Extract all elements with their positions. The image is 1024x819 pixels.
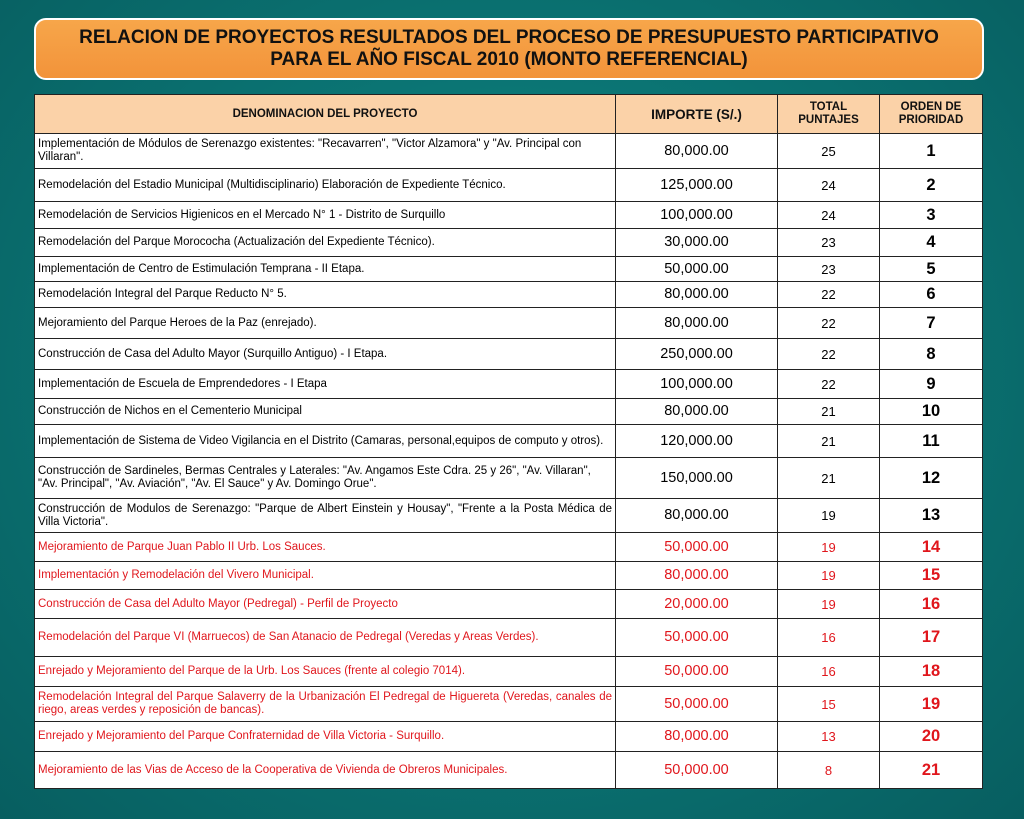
project-name-cell	[35, 399, 616, 425]
priority-cell	[880, 657, 983, 687]
points-cell-text: 22	[821, 346, 836, 362]
amount-cell-text: 80,000.00	[664, 507, 729, 523]
points-cell	[778, 257, 880, 282]
project-name-cell-text: Remodelación Integral del Parque Reducto N° 5.	[38, 288, 287, 300]
title-line-1: RELACION DE PROYECTOS RESULTADOS DEL PROCESO DE PRESUPUESTO PARTICIPATIVO	[79, 27, 939, 48]
points-cell	[778, 458, 880, 499]
points-cell	[778, 169, 880, 202]
priority-cell-text: 17	[921, 628, 941, 646]
project-name-cell	[35, 370, 616, 399]
table-row	[35, 282, 983, 308]
table-row	[35, 339, 983, 370]
project-name-cell	[35, 590, 616, 619]
project-name-cell-text: Mejoramiento de Parque Juan Pablo II Urb. Los Sauces.	[38, 540, 326, 553]
points-cell-text: 22	[821, 376, 836, 392]
table-row	[35, 562, 983, 590]
projects-table	[34, 94, 983, 789]
project-name-cell-text: Construcción de Casa del Adulto Mayor (Pedregal) - Perfil de Proyecto	[38, 597, 398, 610]
points-cell-text: 19	[821, 539, 836, 555]
amount-cell-text: 120,000.00	[660, 432, 733, 449]
project-name-cell-text: Implementación de Centro de Estimulación Temprana - II Etapa.	[38, 262, 365, 275]
priority-cell-text: 3	[926, 205, 936, 224]
points-cell-text: 23	[821, 235, 836, 250]
project-name-cell-text: Construcción de Sardineles, Bermas Centrales y Laterales: "Av. Angamos Este Cdra. 25 y 26", "Av. Villaran", "Av. Principal", "Av. Aviación", "Av. El Sauce" y Av. Domingo Orue".	[38, 465, 591, 490]
amount-cell-text: 80,000.00	[664, 567, 729, 583]
points-cell	[778, 619, 880, 657]
amount-cell	[616, 169, 778, 202]
priority-cell-text: 8	[926, 344, 936, 363]
points-cell-text: 21	[821, 404, 836, 419]
project-name-cell-text: Remodelación Integral del Parque Salaverry de la Urbanización El Pedregal de Higuereta (Veredas, canales de riego, areas verdes y reposición de bancas).	[38, 691, 612, 716]
project-name-cell-text: Construcción de Nichos en el Cementerio Municipal	[38, 405, 302, 417]
amount-cell	[616, 282, 778, 308]
amount-cell	[616, 257, 778, 282]
table-row	[35, 619, 983, 657]
header-name: DENOMINACION DEL PROYECTO	[35, 95, 616, 134]
project-name-cell-text: Mejoramiento de las Vias de Acceso de la Cooperativa de Vivienda de Obreros Municipales.	[38, 763, 508, 776]
points-cell-text: 8	[824, 762, 833, 778]
amount-cell	[616, 370, 778, 399]
project-name-cell	[35, 499, 616, 533]
project-name-cell-text: Implementación de Sistema de Video Vigilancia en el Distrito (Camaras, personal,equipos de computo y otros).	[38, 434, 604, 447]
priority-cell-text: 5	[926, 259, 936, 278]
amount-cell-text: 80,000.00	[664, 142, 729, 159]
amount-cell-text: 50,000.00	[664, 663, 729, 679]
amount-cell	[616, 687, 778, 722]
amount-cell-text: 250,000.00	[660, 345, 733, 362]
project-name-cell-text: Enrejado y Mejoramiento del Parque Confraternidad de Villa Victoria - Surquillo.	[38, 730, 445, 742]
amount-cell-text: 50,000.00	[664, 761, 729, 778]
points-cell-text: 23	[821, 261, 836, 277]
priority-cell-text: 7	[926, 313, 936, 332]
priority-cell	[880, 562, 983, 590]
amount-cell	[616, 308, 778, 339]
priority-cell-text: 13	[921, 506, 941, 524]
priority-cell	[880, 619, 983, 657]
amount-cell	[616, 134, 778, 169]
priority-cell-text: 18	[921, 662, 941, 680]
priority-cell-text: 14	[921, 537, 941, 556]
project-name-cell	[35, 134, 616, 169]
priority-cell	[880, 202, 983, 229]
header-amount: IMPORTE (S/.)	[616, 95, 778, 134]
table-row	[35, 308, 983, 339]
project-name-cell	[35, 282, 616, 308]
project-name-cell-text: Remodelación del Estadio Municipal (Multidisciplinario) Elaboración de Expediente Técnico.	[38, 178, 506, 191]
table-row	[35, 657, 983, 687]
priority-cell-text: 12	[921, 468, 941, 487]
project-name-cell-text: Enrejado y Mejoramiento del Parque de la Urb. Los Sauces (frente al colegio 7014).	[38, 665, 466, 677]
points-cell	[778, 202, 880, 229]
header-points-line1: TOTAL	[809, 101, 848, 113]
project-name-cell	[35, 752, 616, 789]
points-cell-text: 24	[821, 207, 836, 223]
table-row	[35, 370, 983, 399]
points-cell-text: 24	[821, 177, 836, 193]
points-cell	[778, 425, 880, 458]
header-order-line1: ORDEN DE	[900, 101, 962, 113]
amount-cell	[616, 562, 778, 590]
amount-cell-text: 50,000.00	[664, 538, 729, 555]
title-line-2: PARA EL AÑO FISCAL 2010 (MONTO REFERENCIAL)	[270, 49, 748, 70]
project-name-cell-text: Implementación y Remodelación del Vivero Municipal.	[38, 569, 314, 581]
project-name-cell	[35, 533, 616, 562]
table-row	[35, 134, 983, 169]
points-cell	[778, 687, 880, 722]
amount-cell-text: 80,000.00	[664, 286, 729, 302]
project-name-cell	[35, 425, 616, 458]
header-points-line2: PUNTAJES	[798, 114, 859, 126]
priority-cell-text: 11	[922, 431, 940, 450]
points-cell	[778, 499, 880, 533]
amount-cell	[616, 533, 778, 562]
priority-cell	[880, 687, 983, 722]
project-name-cell-text: Remodelación de Servicios Higienicos en el Mercado N° 1 - Distrito de Surquillo	[38, 208, 446, 221]
priority-cell	[880, 339, 983, 370]
amount-cell-text: 80,000.00	[664, 728, 729, 744]
table-row	[35, 229, 983, 257]
priority-cell-text: 20	[921, 727, 941, 745]
table-row	[35, 533, 983, 562]
project-name-cell-text: Construcción de Casa del Adulto Mayor (Surquillo Antiguo) - I Etapa.	[38, 347, 388, 360]
table-header-row	[35, 95, 983, 134]
priority-cell-text: 10	[921, 402, 941, 420]
table-row	[35, 687, 983, 722]
priority-cell	[880, 257, 983, 282]
project-name-cell	[35, 308, 616, 339]
amount-cell-text: 150,000.00	[660, 469, 733, 486]
table-row	[35, 499, 983, 533]
priority-cell	[880, 399, 983, 425]
amount-cell-text: 100,000.00	[660, 375, 733, 392]
points-cell-text: 21	[821, 470, 836, 486]
points-cell-text: 19	[821, 508, 836, 523]
amount-cell-text: 50,000.00	[664, 260, 729, 277]
amount-cell-text: 80,000.00	[664, 314, 729, 331]
amount-cell	[616, 722, 778, 752]
project-name-cell-text: Remodelación del Parque VI (Marruecos) de San Atanacio de Pedregal (Veredas y Areas Verdes).	[38, 631, 539, 643]
priority-cell	[880, 722, 983, 752]
table-row	[35, 169, 983, 202]
priority-cell	[880, 499, 983, 533]
amount-cell-text: 100,000.00	[660, 206, 733, 223]
table-row	[35, 425, 983, 458]
project-name-cell-text: Implementación de Módulos de Serenazgo existentes: "Recavarren", "Victor Alzamora" y "Av. Principal con Villaran".	[38, 138, 582, 163]
table-row	[35, 722, 983, 752]
table-row	[35, 257, 983, 282]
amount-cell	[616, 425, 778, 458]
priority-cell	[880, 229, 983, 257]
amount-cell-text: 80,000.00	[664, 403, 729, 419]
priority-cell-text: 16	[921, 594, 941, 613]
priority-cell	[880, 425, 983, 458]
points-cell-text: 21	[821, 433, 836, 449]
points-cell	[778, 657, 880, 687]
priority-cell	[880, 590, 983, 619]
project-name-cell-text: Implementación de Escuela de Emprendedores - I Etapa	[38, 377, 327, 390]
header-points	[778, 95, 880, 134]
priority-cell-text: 4	[926, 233, 936, 251]
amount-cell	[616, 590, 778, 619]
project-name-cell	[35, 458, 616, 499]
priority-cell	[880, 533, 983, 562]
project-name-cell-text: Remodelación del Parque Morococha (Actualización del Expediente Técnico).	[38, 236, 435, 248]
priority-cell-text: 1	[926, 141, 936, 160]
amount-cell	[616, 229, 778, 257]
points-cell-text: 16	[821, 664, 836, 679]
points-cell-text: 22	[821, 287, 836, 302]
priority-cell-text: 2	[926, 175, 936, 194]
points-cell	[778, 722, 880, 752]
points-cell-text: 19	[821, 596, 836, 612]
priority-cell	[880, 169, 983, 202]
project-name-cell-text: Construcción de Modulos de Serenazgo: "Parque de Albert Einstein y Housay", "Frente a la Posta Médica de Villa Victoria".	[38, 502, 612, 528]
points-cell	[778, 282, 880, 308]
header-order-line2: PRIORIDAD	[898, 114, 964, 126]
amount-cell-text: 125,000.00	[660, 176, 733, 193]
points-cell-text: 19	[821, 568, 836, 583]
amount-cell	[616, 458, 778, 499]
amount-cell-text: 50,000.00	[664, 629, 729, 645]
points-cell	[778, 370, 880, 399]
points-cell-text: 25	[821, 143, 836, 159]
project-name-cell	[35, 202, 616, 229]
priority-cell	[880, 370, 983, 399]
amount-cell	[616, 399, 778, 425]
project-name-cell	[35, 339, 616, 370]
table-row	[35, 458, 983, 499]
points-cell	[778, 399, 880, 425]
table-row	[35, 590, 983, 619]
header-order	[880, 95, 983, 134]
points-cell	[778, 339, 880, 370]
priority-cell-text: 6	[926, 285, 936, 303]
points-cell	[778, 229, 880, 257]
priority-cell	[880, 134, 983, 169]
points-cell	[778, 562, 880, 590]
points-cell-text: 13	[821, 729, 836, 744]
project-name-cell	[35, 657, 616, 687]
points-cell-text: 16	[821, 630, 836, 645]
amount-cell	[616, 202, 778, 229]
priority-cell-text: 15	[921, 566, 941, 584]
priority-cell-text: 9	[926, 374, 936, 393]
amount-cell	[616, 339, 778, 370]
project-name-cell-text: Mejoramiento del Parque Heroes de la Paz (enrejado).	[38, 316, 317, 329]
priority-cell-text: 19	[921, 694, 941, 713]
project-name-cell	[35, 257, 616, 282]
table-row	[35, 202, 983, 229]
amount-cell-text: 50,000.00	[664, 695, 729, 712]
project-name-cell	[35, 562, 616, 590]
points-cell	[778, 533, 880, 562]
amount-cell	[616, 499, 778, 533]
points-cell	[778, 590, 880, 619]
points-cell-text: 22	[821, 315, 836, 331]
project-name-cell	[35, 169, 616, 202]
project-name-cell	[35, 229, 616, 257]
amount-cell	[616, 752, 778, 789]
priority-cell-text: 21	[921, 760, 941, 779]
amount-cell-text: 30,000.00	[664, 234, 729, 250]
amount-cell	[616, 619, 778, 657]
priority-cell	[880, 282, 983, 308]
project-name-cell	[35, 687, 616, 722]
project-name-cell	[35, 619, 616, 657]
title-banner	[34, 18, 984, 80]
project-name-cell	[35, 722, 616, 752]
table-row	[35, 399, 983, 425]
amount-cell-text: 20,000.00	[664, 595, 729, 612]
priority-cell	[880, 308, 983, 339]
priority-cell	[880, 752, 983, 789]
points-cell	[778, 134, 880, 169]
amount-cell	[616, 657, 778, 687]
points-cell-text: 15	[821, 696, 836, 712]
priority-cell	[880, 458, 983, 499]
points-cell	[778, 308, 880, 339]
table-row	[35, 752, 983, 789]
points-cell	[778, 752, 880, 789]
